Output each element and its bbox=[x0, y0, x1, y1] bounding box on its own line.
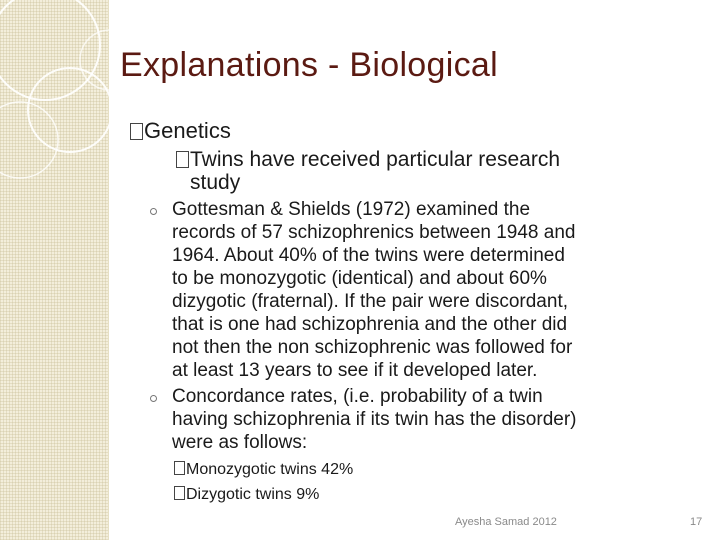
paragraph-line: not then the non schizophrenic was followed for bbox=[172, 337, 573, 358]
bullet-text: Twins have received particular research bbox=[190, 148, 561, 171]
paragraph-line: were as follows: bbox=[172, 432, 308, 453]
placeholder-box-icon bbox=[176, 151, 189, 168]
paragraph-line: dizygotic (fraternal). If the pair were discordant, bbox=[172, 291, 569, 312]
paragraph-line: 1964. About 40% of the twins were determined bbox=[172, 245, 565, 266]
ring-bullet-icon bbox=[150, 395, 157, 402]
paragraph-line: Concordance rates, (i.e. probability of a twin bbox=[172, 386, 543, 407]
placeholder-box-icon bbox=[130, 123, 143, 140]
sub-bullet bbox=[174, 486, 319, 504]
sub-bullet-text: Monozygotic twins 42% bbox=[186, 461, 354, 478]
placeholder-box-icon bbox=[174, 461, 185, 475]
paragraph-line: to be monozygotic (identical) and about 60% bbox=[172, 268, 547, 289]
paragraph-line: records of 57 schizophrenics between 1948 and bbox=[172, 222, 576, 243]
placeholder-box-icon bbox=[174, 486, 185, 500]
bullet-level1 bbox=[130, 118, 231, 144]
page-number: 17 bbox=[690, 516, 703, 528]
sub-bullet bbox=[174, 461, 353, 479]
sub-bullet-text: Dizygotic twins 9% bbox=[186, 486, 320, 503]
bullet-level2-continuation: study bbox=[190, 171, 241, 194]
bullet-text: Genetics bbox=[144, 118, 231, 143]
bullet-level2 bbox=[176, 148, 560, 172]
footer-author: Ayesha Samad 2012 bbox=[455, 516, 557, 528]
paragraph-line: at least 13 years to see if it developed later. bbox=[172, 360, 538, 381]
paragraph-line: having schizophrenia if its twin has the disorder) bbox=[172, 409, 577, 430]
slide-title: Explanations - Biological bbox=[120, 46, 498, 84]
paragraph-line: that is one had schizophrenia and the other did bbox=[172, 314, 568, 335]
ring-bullet-icon bbox=[150, 208, 157, 215]
paragraph-line: Gottesman & Shields (1972) examined the bbox=[172, 199, 531, 220]
